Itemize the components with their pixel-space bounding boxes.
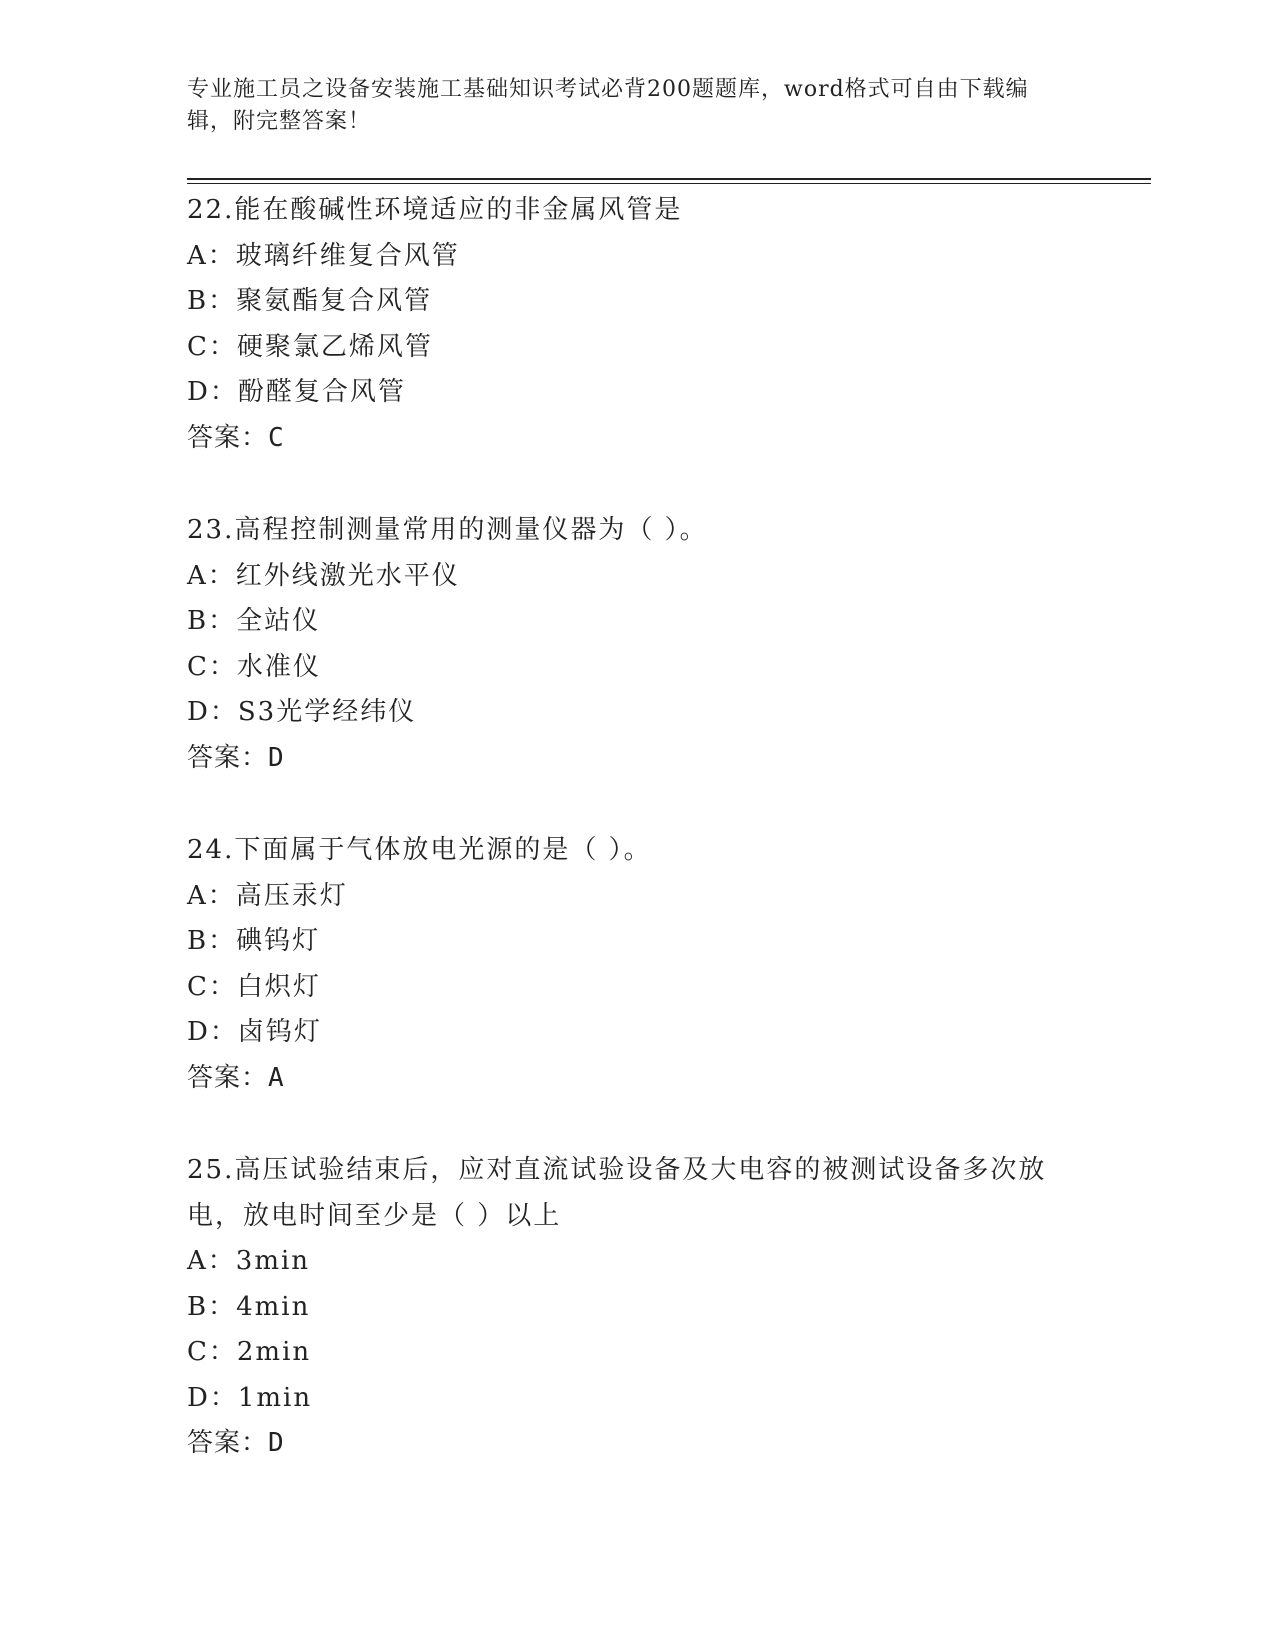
question-stem: 23.高程控制测量常用的测量仪器为（ ）。 [187,515,708,545]
answer-value: D [268,1428,285,1458]
option-a: A：红外线激光水平仪 [187,560,460,591]
answer-label: 答案： [187,1428,269,1458]
question-22 [187,188,1087,461]
answer-line [187,1056,1087,1102]
answer-value: D [268,742,285,773]
question-list [187,188,1087,1514]
answer-label: 答案： [187,422,269,453]
question-stem: 25.高压试验结束后，应对直流试验设备及大电容的被测试设备多次放电，放电时间至少是（ ）以上 [187,1155,1047,1231]
answer-label: 答案： [187,742,269,773]
question-24 [187,828,1087,1101]
answer-line [187,1421,1087,1467]
question-stem: 22.能在酸碱性环境适应的非金属风管是 [187,195,683,225]
option-c: C：水准仪 [187,651,321,682]
option-b: B：4min [187,1291,311,1322]
option-a: A：高压汞灯 [187,880,348,911]
option-b: B：碘钨灯 [187,926,321,956]
option-d: D：酚醛复合风管 [187,377,406,407]
option-b: B：全站仪 [187,606,321,636]
document-header: 专业施工员之设备安装施工基础知识考试必背200题题库，word格式可自由下载编辑，附完整答案！ [187,77,1029,134]
question-stem: 24.下面属于气体放电光源的是（ ）。 [187,835,652,865]
answer-line [187,736,1087,782]
option-a: A：3min [187,1246,311,1276]
question-25 [187,1148,1087,1467]
option-b: B：聚氨酯复合风管 [187,286,433,316]
option-d: D：S3光学经纬仪 [187,697,417,727]
header-divider-thin [187,183,1151,184]
option-a: A：玻璃纤维复合风管 [187,240,460,271]
option-d: D：1min [187,1382,313,1413]
option-c: C：白炽灯 [187,971,321,1002]
option-d: D：卤钨灯 [187,1017,322,1047]
option-c: C：硬聚氯乙烯风管 [187,331,433,362]
answer-value: C [268,422,285,453]
header-divider [187,178,1151,180]
answer-label: 答案： [187,1062,269,1093]
question-23 [187,508,1087,781]
answer-line [187,416,1087,462]
answer-value: A [268,1062,285,1093]
option-c: C：2min [187,1337,312,1367]
